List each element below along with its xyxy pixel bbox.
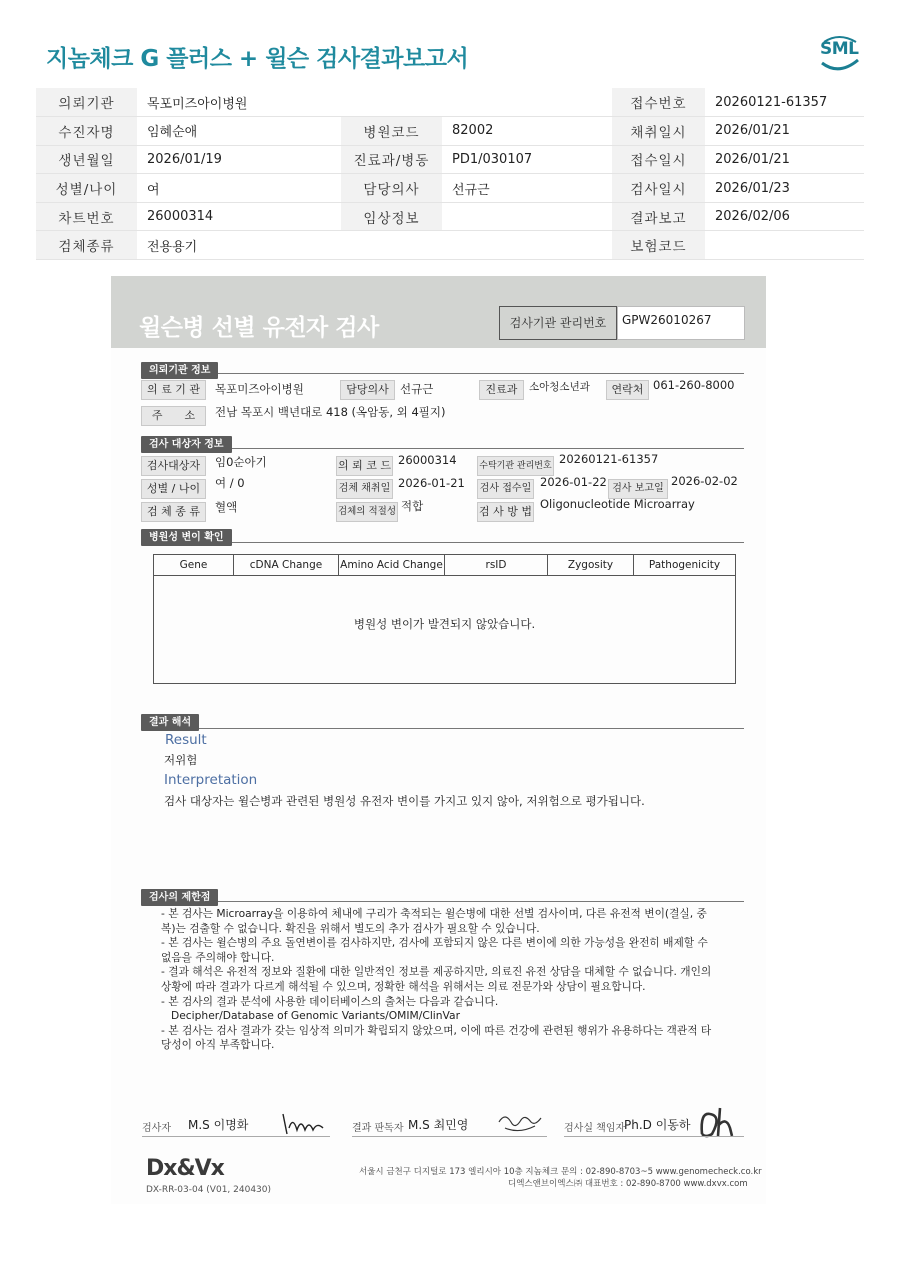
field-label: 성별 / 나이	[141, 479, 206, 499]
info-value: 2026/01/19	[137, 145, 341, 174]
section-label-institution: 의뢰기관 정보	[141, 362, 218, 379]
column-header: Gene	[154, 555, 234, 575]
info-value: 목포미즈아이병원	[137, 88, 341, 117]
limitation-line: 당성이 아직 부족합니다.	[161, 1038, 275, 1052]
limitation-line: 복)는 검출할 수 없습니다. 확진을 위해서 별도의 추가 검사가 필요할 수 있습니다.	[161, 921, 540, 935]
field-label: 검체의 적절성	[336, 502, 398, 522]
limitation-line: - 본 검사의 결과 분석에 사용한 데이터베이스의 출처는 다음과 같습니다.	[161, 994, 499, 1008]
column-header: Amino Acid Change	[339, 555, 445, 575]
field-value: 여 / 0	[215, 476, 245, 490]
limitation-line: - 본 검사는 Microarray을 이용하여 체내에 구리가 축적되는 윌슨병에 대한 선별 검사이며, 다른 유전적 변이(결실, 중	[161, 907, 707, 920]
field-label: 연락처	[606, 380, 649, 400]
field-value: 혈액	[215, 500, 238, 514]
info-value: PD1/030107	[442, 145, 612, 174]
page-title: 지놈체크 G 플러스 + 윌슨 검사결과보고서	[46, 46, 469, 72]
limitation-line: Decipher/Database of Genomic Variants/OMIM/ClinVar	[171, 1009, 460, 1023]
document-code: DX-RR-03-04 (V01, 240430)	[146, 1185, 272, 1195]
patient-info-table	[36, 88, 864, 260]
field-label: 담당의사	[340, 380, 395, 400]
limitation-line: - 본 검사는 검사 결과가 갖는 임상적 의미가 확립되지 않았으며, 이에 따른 건강에 관련된 행위가 유용하다는 객관적 타	[161, 1023, 712, 1037]
info-label: 담당의사	[341, 174, 442, 203]
tester-name: M.S 이명화	[188, 1118, 249, 1132]
result-heading: Result	[165, 732, 207, 748]
variant-empty-message: 병원성 변이가 발견되지 않았습니다.	[353, 617, 536, 631]
field-value: 2026-02-02	[671, 474, 738, 488]
info-label: 접수번호	[612, 88, 705, 117]
column-header: cDNA Change	[234, 555, 339, 575]
field-value: 20260121-61357	[559, 452, 659, 466]
limitation-line: 없음을 주의해야 합니다.	[161, 950, 275, 964]
reviewer-label: 결과 판독자	[352, 1123, 404, 1134]
info-value: 전용용기	[137, 231, 341, 260]
column-header: Pathogenicity	[648, 559, 721, 571]
field-label: 검 체 종 류	[141, 502, 206, 522]
info-value: 26000314	[137, 202, 341, 231]
director-label: 검사실 책임자	[564, 1123, 626, 1134]
field-value: 목포미즈아이병원	[215, 382, 304, 396]
section-divider	[141, 901, 744, 902]
sml-logo	[814, 30, 864, 76]
field-label: 검 사 방 법	[477, 502, 534, 522]
limitation-line: - 결과 해석은 유전적 정보와 질환에 대한 일반적인 정보를 제공하지만, 의료진 유전 상담을 대체할 수 없습니다. 개인의	[161, 965, 712, 979]
footer-address: 서울시 금천구 디지털로 173 엘리시아 10층 지놈체크 문의 : 02-890-8703~5 www.genomecheck.co.kr	[359, 1167, 762, 1177]
field-label: 검사 보고일	[608, 479, 668, 499]
section-label-limitations: 검사의 제한점	[141, 889, 218, 906]
limitation-line: 상황에 따라 결과가 다르게 해석될 수 있으며, 정확한 해석을 위해서는 의료 전문가와 상담이 필요합니다.	[161, 979, 646, 993]
field-value: 061-260-8000	[653, 378, 735, 392]
section-label-variants: 병원성 변이 확인	[141, 529, 232, 546]
director-signature-icon	[696, 1106, 746, 1140]
signature-line	[564, 1136, 744, 1137]
report-code-label: 검사기관 관리번호	[499, 306, 617, 340]
column-header: rsID	[445, 555, 548, 575]
table-row	[36, 88, 864, 117]
field-label: 수탁기관 관리번호	[477, 456, 554, 476]
table-row	[36, 202, 864, 231]
field-label: 주 소	[141, 406, 206, 426]
info-value: 여	[137, 174, 341, 203]
info-value: 20260121-61357	[705, 88, 864, 117]
field-value: 전남 목포시 백년대로 418 (옥암동, 외 4필지)	[215, 405, 446, 419]
info-label: 임상정보	[341, 202, 442, 231]
sml-logo-text: SML	[820, 39, 859, 59]
field-label: 검체 채취일	[336, 479, 393, 499]
info-label: 수진자명	[36, 117, 137, 146]
dxvx-logo: Dx&Vx	[146, 1156, 224, 1181]
field-value: 적합	[401, 499, 424, 513]
section-label-subject: 검사 대상자 정보	[141, 436, 232, 453]
interpretation-heading: Interpretation	[164, 772, 258, 788]
table-row	[36, 145, 864, 174]
table-row	[36, 231, 864, 260]
result-value: 저위험	[164, 753, 198, 767]
info-value	[705, 231, 864, 260]
interpretation-text: 검사 대상자는 윌슨병과 관련된 병원성 유전자 변이를 가지고 있지 않아, 저위험으로 평가됩니다.	[164, 794, 645, 808]
field-label: 검사대상자	[141, 456, 206, 476]
report-title: 윌슨병 선별 유전자 검사	[139, 315, 379, 341]
field-value: 임0순아기	[215, 455, 267, 469]
limitations-text	[161, 907, 746, 1053]
field-value: Oligonucleotide Microarray	[540, 497, 695, 511]
info-label: 검사일시	[612, 174, 705, 203]
field-value: 소아청소년과	[529, 381, 590, 393]
info-value: 2026/01/21	[705, 145, 864, 174]
info-value: 임혜순애	[137, 117, 341, 146]
info-label: 결과보고	[612, 202, 705, 231]
tester-label: 검사자	[142, 1123, 171, 1134]
footer-corporation: 디엑스앤브이엑스㈜ 대표번호 : 02-890-8700 www.dxvx.com	[508, 1179, 748, 1189]
info-label: 성별/나이	[36, 174, 137, 203]
report-code-value: GPW26010267	[617, 306, 745, 340]
info-label: 진료과/병동	[341, 145, 442, 174]
table-row	[36, 117, 864, 146]
table-row	[36, 174, 864, 203]
info-value: 2026/01/21	[705, 117, 864, 146]
signature-line	[142, 1136, 330, 1137]
field-value: 2026-01-22	[540, 475, 607, 489]
column-header: Zygosity	[548, 555, 634, 575]
field-value: 2026-01-21	[398, 476, 465, 490]
reviewer-name: M.S 최민영	[408, 1118, 469, 1132]
info-label: 접수일시	[612, 145, 705, 174]
field-value: 26000314	[398, 453, 457, 467]
info-value: 82002	[442, 117, 612, 146]
field-value: 선규근	[400, 382, 434, 396]
section-divider	[141, 728, 744, 729]
info-label: 병원코드	[341, 117, 442, 146]
info-label: 보험코드	[612, 231, 705, 260]
tester-signature-icon	[279, 1106, 329, 1138]
field-label: 진료과	[479, 380, 524, 400]
limitation-line: - 본 검사는 윌슨병의 주요 돌연변이를 검사하지만, 검사에 포함되지 않은 다른 변이에 의한 가능성을 완전히 배제할 수	[161, 936, 708, 950]
section-label-interpretation: 결과 해석	[141, 714, 199, 731]
info-value: 2026/02/06	[705, 202, 864, 231]
info-value: 2026/01/23	[705, 174, 864, 203]
info-label: 생년월일	[36, 145, 137, 174]
scanned-report	[111, 276, 766, 1204]
info-label: 검체종류	[36, 231, 137, 260]
signature-line	[352, 1136, 547, 1137]
field-label: 의 료 기 관	[141, 380, 206, 400]
info-value: 선규근	[442, 174, 612, 203]
field-label: 검사 접수일	[477, 479, 534, 499]
director-name: Ph.D 이동하	[624, 1118, 691, 1132]
section-divider	[141, 373, 744, 374]
info-label: 차트번호	[36, 202, 137, 231]
info-label: 의뢰기관	[36, 88, 137, 117]
info-value	[442, 202, 612, 231]
variant-table-header	[153, 554, 736, 576]
reviewer-signature-icon	[495, 1108, 543, 1136]
field-label: 의 뢰 코 드	[336, 456, 393, 476]
info-label: 채취일시	[612, 117, 705, 146]
